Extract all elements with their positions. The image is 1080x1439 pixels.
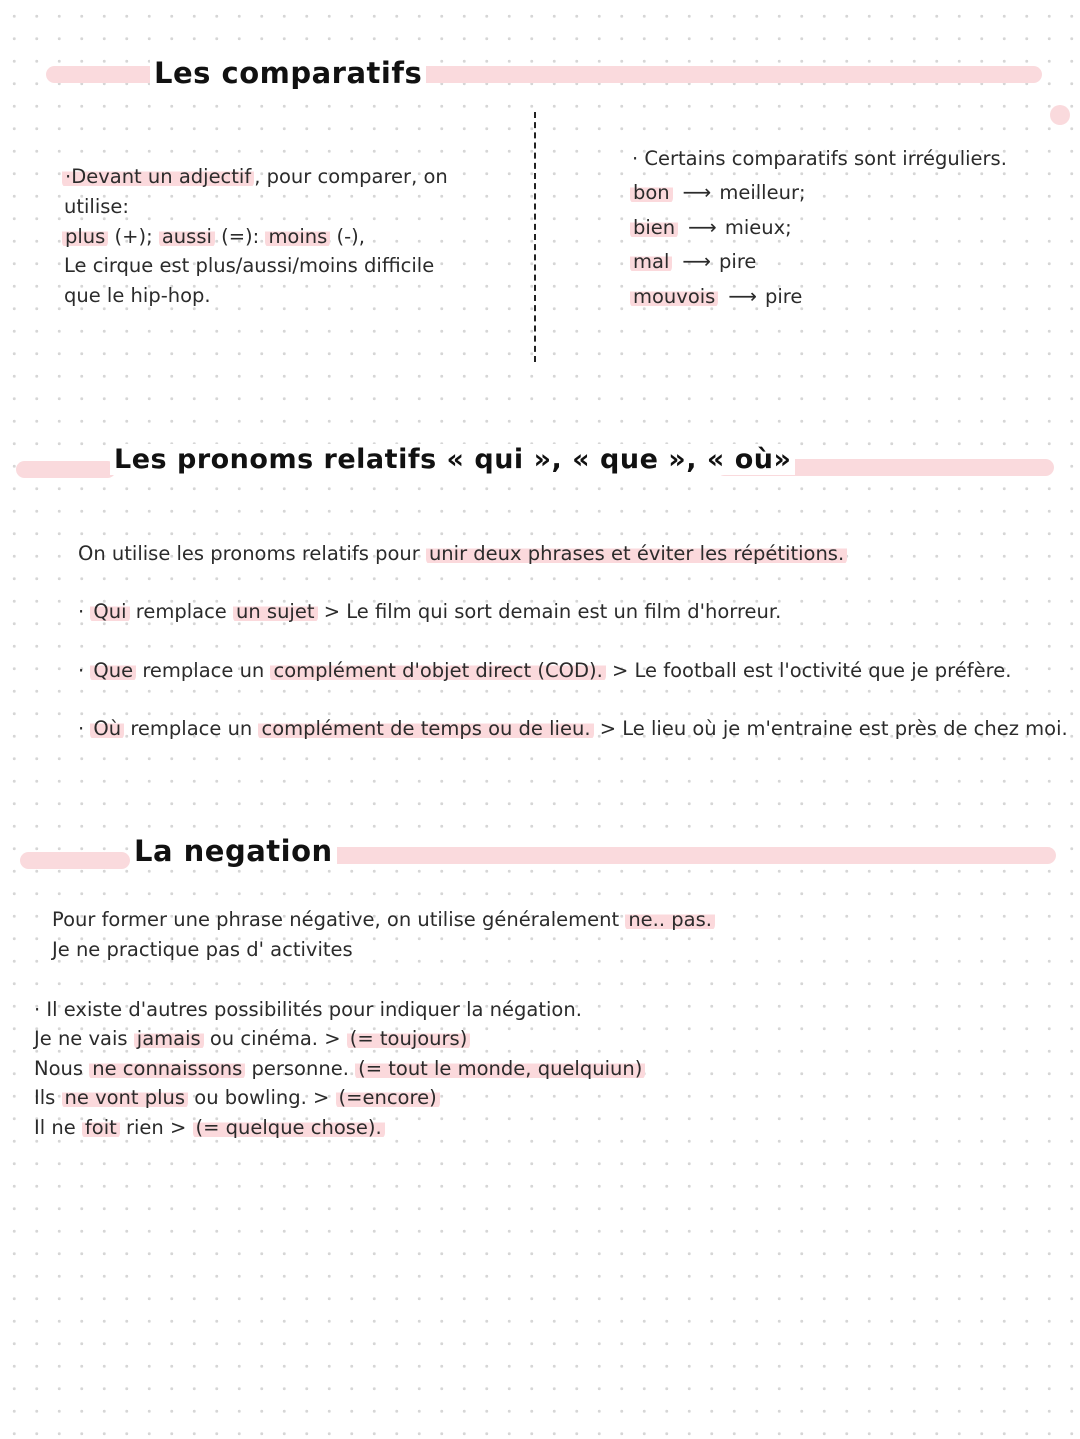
- title-band-right: [328, 847, 1056, 864]
- comparatifs-right-intro: · Certains comparatifs sont irréguliers.: [632, 147, 1007, 170]
- section-title-comparatifs: Les comparatifs: [150, 56, 426, 90]
- highlight: bon: [630, 181, 673, 204]
- highlight: complément d'objet direct (COD).: [270, 659, 605, 682]
- highlight: ne vont plus: [62, 1086, 189, 1109]
- highlight: Où: [90, 717, 124, 740]
- pronoms-qui: · Qui remplace un sujet > Le film qui sort demain est un film d'horreur.: [78, 600, 782, 623]
- title-band-left: [20, 852, 130, 869]
- arrow-icon: ⟶: [682, 180, 712, 204]
- highlight: Que: [90, 659, 136, 682]
- title-band-left: [16, 461, 116, 478]
- highlight: (= tout le monde, quelquiun): [355, 1057, 645, 1080]
- comparatifs-left-line-1: ·Devant un adjectif , pour comparer, on: [62, 162, 448, 192]
- comparatifs-left-line-2: utilise:: [64, 195, 129, 218]
- negation-line-7: Il ne foit rien > (= quelque chose).: [34, 1113, 385, 1143]
- negation-line-3: · Il existe d'autres possibilités pour indiquer la négation.: [34, 998, 582, 1021]
- negation-line-1: Pour former une phrase négative, on utilise généralement ne.. pas.: [52, 905, 715, 935]
- comparatifs-left-line-4: Le cirque est plus/aussi/moins difficile: [64, 254, 435, 277]
- irregular-item: mouvois ⟶ pire: [630, 282, 802, 312]
- decorative-dot: [1050, 105, 1070, 125]
- highlight: Qui: [90, 600, 129, 623]
- highlight: (=encore): [336, 1086, 440, 1109]
- highlight: aussi: [159, 225, 215, 248]
- section-title-pronoms: Les pronoms relatifs « qui », « que », « où»: [110, 444, 795, 475]
- highlight: mouvois: [630, 285, 718, 308]
- highlight: foit: [82, 1116, 120, 1139]
- negation-line-6: Ils ne vont plus ou bowling. > (=encore): [34, 1083, 440, 1113]
- highlight: (= toujours): [347, 1027, 471, 1050]
- column-divider: [534, 112, 536, 362]
- section-title-negation: La negation: [130, 834, 337, 868]
- negation-line-2: Je ne practique pas d' activites: [52, 938, 353, 961]
- comparatifs-left-line-3: plus (+); aussi (=): moins (-),: [62, 222, 365, 252]
- negation-line-4: Je ne vais jamais ou cinéma. > (= toujours): [34, 1024, 470, 1054]
- pronoms-que: · Que remplace un complément d'objet direct (COD). > Le football est l'octivité que je préfère.: [78, 659, 1012, 682]
- arrow-icon: ⟶: [688, 215, 717, 239]
- highlight: ne.. pas.: [625, 908, 715, 931]
- arrow-icon: ⟶: [682, 249, 712, 273]
- highlight: bien: [630, 216, 678, 239]
- highlight: un sujet: [233, 600, 318, 623]
- highlight: ·Devant un adjectif: [62, 165, 254, 188]
- negation-line-5: Nous ne connaissons personne. (= tout le monde, quelquiun): [34, 1054, 645, 1084]
- comparatifs-left-line-5: que le hip-hop.: [64, 284, 211, 307]
- irregular-item: bien ⟶ mieux;: [630, 213, 792, 243]
- highlight: ne connaissons: [89, 1057, 245, 1080]
- title-band-left: [46, 66, 166, 83]
- highlight: moins: [265, 225, 330, 248]
- highlight: mal: [630, 250, 672, 273]
- pronoms-intro: On utilise les pronoms relatifs pour unir deux phrases et éviter les répétitions.: [78, 539, 847, 569]
- highlight: complément de temps ou de lieu.: [258, 717, 593, 740]
- highlight: (= quelque chose).: [193, 1116, 385, 1139]
- highlight: unir deux phrases et éviter les répétitions.: [426, 542, 847, 565]
- highlight: plus: [62, 225, 108, 248]
- title-band-right: [402, 66, 1042, 83]
- highlight: jamais: [134, 1027, 204, 1050]
- irregular-item: mal ⟶ pire: [630, 247, 756, 277]
- irregular-item: bon ⟶ meilleur;: [630, 178, 806, 208]
- arrow-icon: ⟶: [728, 284, 758, 308]
- pronoms-ou: · Où remplace un complément de temps ou de lieu. > Le lieu où je m'entraine est près de chez moi.: [78, 717, 1068, 740]
